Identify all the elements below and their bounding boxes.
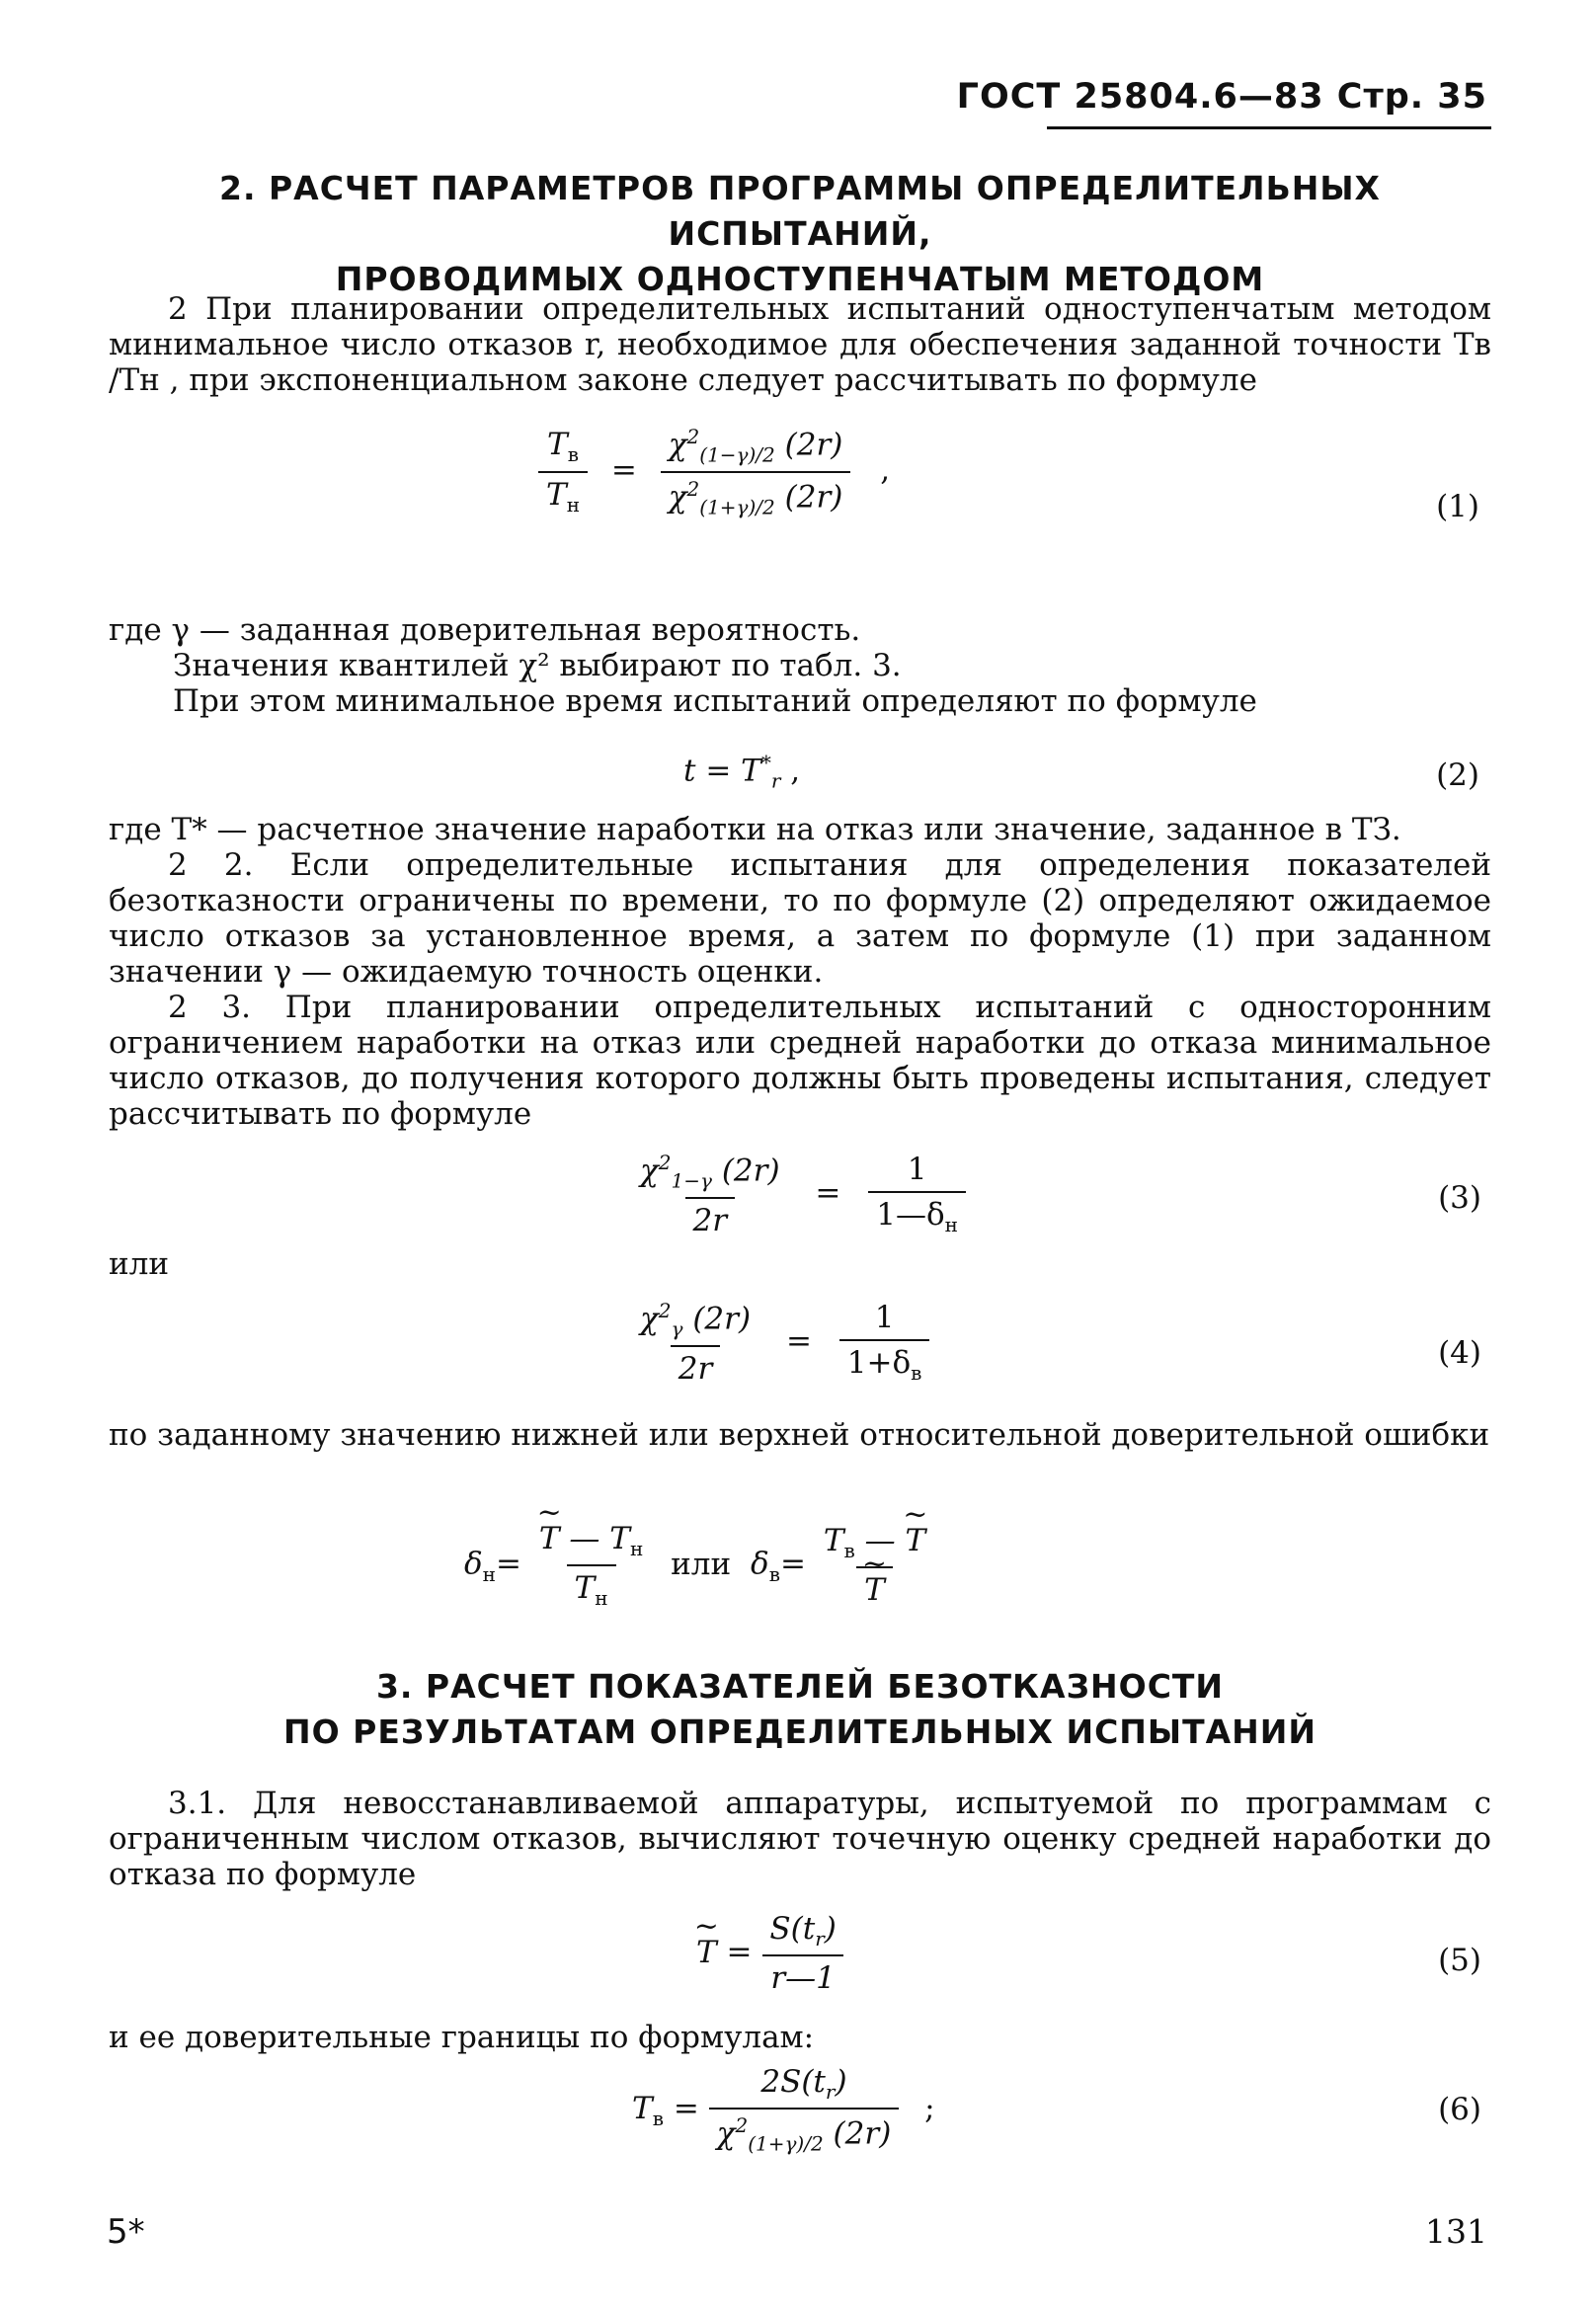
- formula-delta: $\delta_н=$ ~ $\frac{T — T_н}{T_н}$ или $\delta_в=$ $T_в$ — ~ T ~ T: [464, 1521, 933, 1610]
- paragraph-gamma: [109, 612, 1491, 719]
- paragraph-2-1-text: 2 При планировании определительных испытаний одноступенчатым методом минимальное число отказов r, необходимое для обеспечения заданной точности Tв /Tн , при экспоненциальном законе следует рассчитывать по формуле: [109, 291, 1491, 398]
- section-3-heading-line-2: ПО РЕЗУЛЬТАТАМ ОПРЕДЕЛИТЕЛЬНЫХ ИСПЫТАНИЙ: [282, 1712, 1317, 1751]
- formula-6: $T_в$ = $\frac{2S(t_r)}{\chi^2_{(1+\gamma)/2} (2r)}$ ;: [632, 2064, 935, 2156]
- equation-number-3: (3): [1438, 1180, 1481, 1216]
- signature-mark: 5*: [107, 2212, 145, 2252]
- delta-or-word: или: [671, 1546, 732, 1582]
- equation-number-1: (1): [1436, 489, 1479, 524]
- paragraph-2-2: [109, 812, 1491, 1132]
- or-word: или: [109, 1246, 170, 1282]
- section-2-heading-line-1: 2. РАСЧЕТ ПАРАМЕТРОВ ПРОГРАММЫ ОПРЕДЕЛИТЕЛЬНЫХ ИСПЫТАНИЙ,: [219, 169, 1381, 253]
- paragraph-2-1: [109, 291, 1491, 398]
- formula-3: $\frac{\chi^2_{1-\gamma} (2r)}{2r}$ = $\frac{1}{1—\delta_н}$: [632, 1151, 966, 1238]
- section-2-heading: [99, 166, 1501, 302]
- relative-error-text: по заданному значению нижней или верхней относительной доверительной ошибки: [109, 1417, 1490, 1453]
- minimal-time-note: При этом минимальное время испытаний определяют по формуле: [173, 683, 1257, 719]
- chi-quantiles-note: Значения квантилей χ² выбирают по табл. 3.: [173, 648, 902, 683]
- paragraph-2-2-text: 2 2. Если определительные испытания для определения показателей безотказности ограничены по времени, то по формуле (2) определяют ожидаемое число отказов за установленное время, а затем по формуле (1) при заданном значении γ — ожидаемую точность оценки.: [109, 847, 1491, 990]
- page-number: 131: [1425, 2212, 1487, 2251]
- section-2-heading-line-2: ПРОВОДИМЫХ ОДНОСТУПЕНЧАТЫМ МЕТОДОМ: [335, 260, 1265, 298]
- bounds-text: и ее доверительные границы по формулам:: [109, 2020, 815, 2055]
- equation-number-4: (4): [1438, 1335, 1481, 1371]
- formula-2: $t = T^*_r$ ,: [683, 751, 801, 793]
- formula-1-lhs: $\frac{T_в}{T_н}$: [538, 427, 588, 516]
- running-header: ГОСТ 25804.6—83 Стр. 35: [956, 77, 1487, 117]
- formula-1-rhs: $\frac{\chi^2_{(1-\gamma)/2} (2r)}{\chi^2_{(1+\gamma)/2} (2r)}$: [661, 425, 851, 518]
- equation-number-2: (2): [1436, 757, 1479, 793]
- paragraph-2-3-text: 2 3. При планировании определительных испытаний с односторонним ограничением наработки на отказ или средней наработки до отказа минимальное число отказов, до получения которого должны быть проведены испытания, следует рассчитывать по формуле: [109, 990, 1491, 1132]
- paragraph-3-1: [109, 1786, 1491, 1892]
- equation-number-6: (6): [1438, 2092, 1481, 2127]
- paragraph-bounds: [109, 2020, 1491, 2055]
- formula-5: ~ T = $\frac{S(t_r)}{r—1}$: [696, 1911, 844, 1996]
- header-rule: [1047, 126, 1491, 129]
- formula-4: $\frac{\chi^2_\gamma (2r)}{2r}$ = $\frac{1}{1+\delta_в}$: [632, 1299, 929, 1387]
- section-3-heading-line-1: 3. РАСЧЕТ ПОКАЗАТЕЛЕЙ БЕЗОТКАЗНОСТИ: [375, 1667, 1225, 1706]
- gamma-definition: где γ — заданная доверительная вероятность.: [109, 612, 861, 648]
- paragraph-3-1-text: 3.1. Для невосстанавливаемой аппаратуры, испытуемой по программам с ограниченным числом отказов, вычисляют точечную оценку средней наработки до отказа по формуле: [109, 1786, 1491, 1892]
- paragraph-error: [109, 1417, 1491, 1453]
- section-3-heading: [99, 1664, 1501, 1755]
- tstar-definition: где T* — расчетное значение наработки на отказ или значение, заданное в ТЗ.: [109, 812, 1401, 847]
- equation-number-5: (5): [1438, 1943, 1481, 1978]
- formula-1: $\frac{T_в}{T_н}$ = $\frac{\chi^2_{(1-\gamma)/2} (2r)}{\chi^2_{(1+\gamma)/2} (2r)}$ ,: [538, 425, 890, 518]
